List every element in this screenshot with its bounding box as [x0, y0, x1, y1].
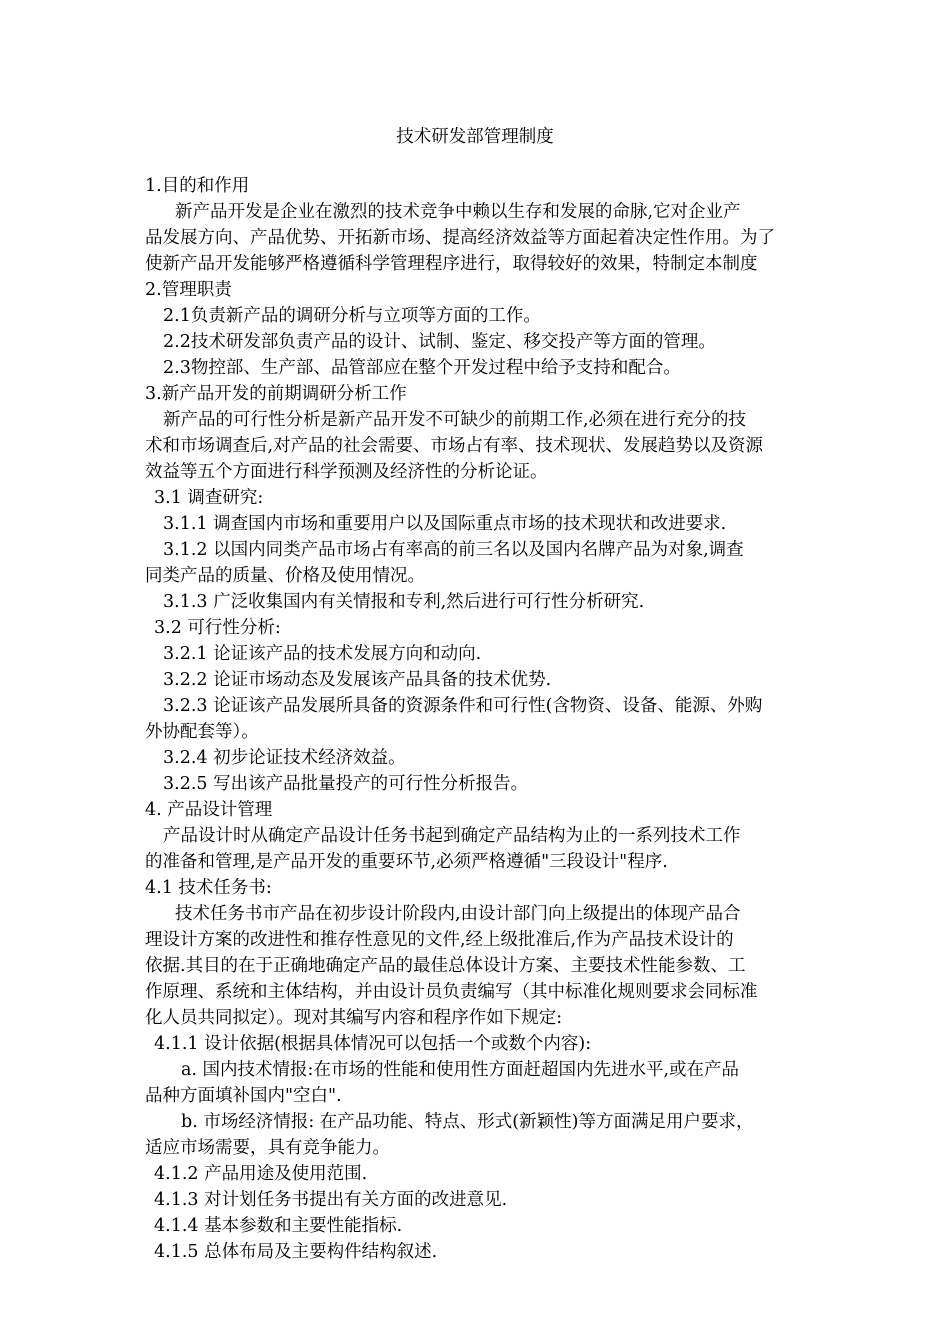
- text-line: 2.2技术研发部负责产品的设计、试制、鉴定、移交投产等方面的管理。: [163, 332, 716, 352]
- text-line: 4.1.5 总体布局及主要构件结构叙述.: [154, 1242, 438, 1262]
- text-line: 3.2.3 论证该产品发展所具备的资源条件和可行性(含物资、设备、能源、外购: [163, 696, 763, 716]
- text-line: 外协配套等）。: [145, 722, 259, 742]
- text-line: 3.2.5 写出该产品批量投产的可行性分析报告。: [163, 774, 529, 794]
- text-line: b. 市场经济情报: 在产品功能、特点、形式(新颖性)等方面满足用户要求，: [181, 1112, 754, 1132]
- text-line: 4.1.3 对计划任务书提出有关方面的改进意见.: [154, 1190, 508, 1210]
- text-line: 使新产品开发能够严格遵循科学管理程序进行，取得较好的效果，特制定本制度: [145, 254, 758, 274]
- text-line: 3.1 调查研究:: [154, 488, 264, 508]
- text-line: 新产品的可行性分析是新产品开发不可缺少的前期工作,必须在进行充分的技: [163, 410, 747, 430]
- text-line: 作原理、系统和主体结构，并由设计员负责编写（其中标准化规则要求会同标准: [145, 982, 758, 1002]
- document-title: 技术研发部管理制度: [396, 127, 554, 147]
- text-line: 4.1.2 产品用途及使用范围.: [154, 1164, 368, 1184]
- text-line: 技术任务书市产品在初步设计阶段内,由设计部门向上级提出的体现产品合: [175, 904, 741, 924]
- text-line: 3.2.1 论证该产品的技术发展方向和动向.: [163, 644, 482, 664]
- text-line: 适应市场需要，具有竞争能力。: [145, 1138, 390, 1158]
- text-line: 3.2.4 初步论证技术经济效益。: [163, 748, 406, 768]
- text-line: 2.1负责新产品的调研分析与立项等方面的工作。: [163, 306, 541, 326]
- text-line: 3.1.3 广泛收集国内有关情报和专利,然后进行可行性分析研究.: [163, 592, 645, 612]
- text-line: 3.2.2 论证市场动态及发展该产品具备的技术优势.: [163, 670, 552, 690]
- text-line: 3.1.2 以国内同类产品市场占有率高的前三名以及国内名牌产品为对象,调查: [163, 540, 744, 560]
- text-line: 3.新产品开发的前期调研分析工作: [145, 384, 407, 404]
- text-line: 新产品开发是企业在激烈的技术竞争中赖以生存和发展的命脉,它对企业产: [175, 202, 741, 222]
- text-line: 4. 产品设计管理: [145, 800, 273, 820]
- text-line: 品种方面填补国内"空白".: [145, 1086, 342, 1106]
- text-line: 理设计方案的改进性和推存性意见的文件,经上级批准后,作为产品技术设计的: [145, 930, 734, 950]
- text-line: 3.1.1 调查国内市场和重要用户以及国际重点市场的技术现状和改进要求.: [163, 514, 727, 534]
- text-line: 3.2 可行性分析:: [154, 618, 281, 638]
- document-body: [145, 173, 815, 1265]
- text-line: 效益等五个方面进行科学预测及经济性的分析论证。: [145, 462, 548, 482]
- text-line: 4.1.4 基本参数和主要性能指标.: [154, 1216, 403, 1236]
- text-line: 术和市场调查后,对产品的社会需要、市场占有率、技术现状、发展趋势以及资源: [145, 436, 764, 456]
- text-line: 同类产品的质量、价格及使用情况。: [145, 566, 425, 586]
- text-line: 4.1.1 设计依据(根据具体情况可以包括一个或数个内容):: [154, 1034, 592, 1054]
- text-line: 化人员共同拟定）。现对其编写内容和程序作如下规定:: [145, 1008, 563, 1028]
- text-line: 产品设计时从确定产品设计任务书起到确定产品结构为止的一系列技术工作: [163, 826, 741, 846]
- text-line: a. 国内技术情报:在市场的性能和使用性方面赶超国内先进水平,或在产品: [181, 1060, 740, 1080]
- text-line: 4.1 技术任务书:: [145, 878, 272, 898]
- text-line: 的准备和管理,是产品开发的重要环节,必须严格遵循"三段设计"程序.: [145, 852, 668, 872]
- text-line: 2.3物控部、生产部、品管部应在整个开发过程中给予支持和配合。: [163, 358, 681, 378]
- text-line: 依据.其目的在于正确地确定产品的最佳总体设计方案、主要技术性能参数、工: [145, 956, 746, 976]
- text-line: 1.目的和作用: [145, 176, 250, 196]
- text-line: 2.管理职责: [145, 280, 232, 300]
- text-line: 品发展方向、产品优势、开拓新市场、提高经济效益等方面起着决定性作用。为了: [145, 228, 775, 248]
